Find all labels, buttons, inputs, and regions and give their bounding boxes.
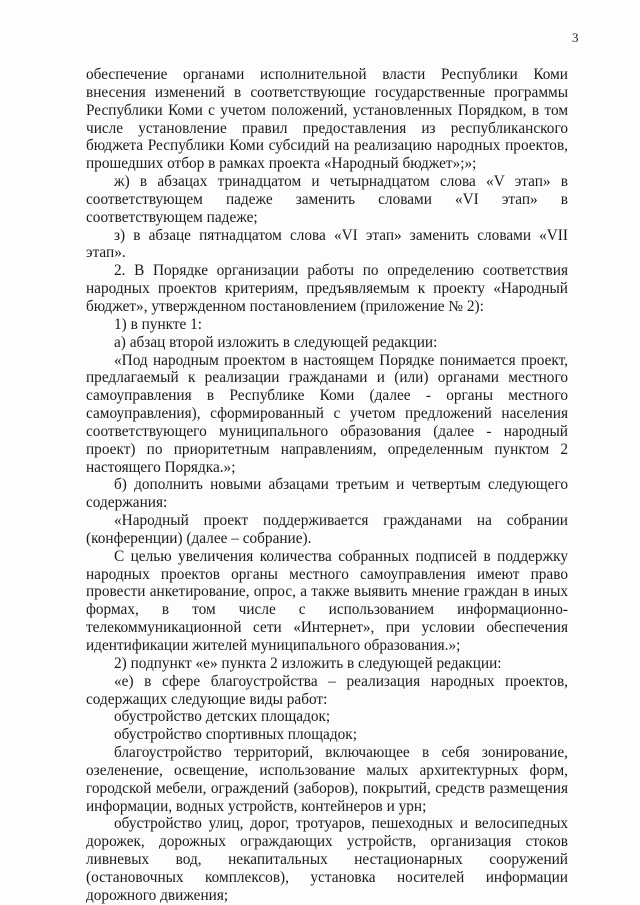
paragraph: «Под народным проектом в настоящем Порядке понимается проект, предлагаемый к реализации гражданами и (или) органами местного самоуправления в Республике Коми (далее - органы местного самоуправления), сформированный с учетом предложений населения соответствующего муниципального образования (далее - народный проект) по приоритетным направлениям, определенным пунктом 2 настоящего Порядка.»; <box>86 351 568 476</box>
paragraph: обустройство спортивных площадок; <box>114 726 357 744</box>
paragraph: С целью увеличения количества собранных подписей в поддержку народных проектов органы местного самоуправления имеют право провести анкетирование, опрос, а также выявить мнение граждан в иных формах, в том числе с использованием информационно-телекоммуникационной сети «Интернет», при условии обеспечения идентификации жителей муниципального образования.»; <box>86 547 568 654</box>
paragraph: обустройство улиц, дорог, тротуаров, пешеходных и велосипедных дорожек, дорожных ограждающих устройств, организация стоков ливневых вод, некапитальных нестационарных сооружений (остановочных комплексов), установка носителей информации дорожного движения; <box>86 815 568 904</box>
paragraph: обеспечение органами исполнительной власти Республики Коми внесения изменений в соответствующие государственные программы Республики Коми с учетом положений, установленных Порядком, в том числе установление правил предоставления из республиканского бюджета Республики Коми субсидий на реализацию народных проектов, прошедших отбор в рамках проекта «Народный бюджет»;»; <box>86 66 568 173</box>
paragraph: 1) в пункте 1: <box>114 315 203 333</box>
body-text <box>86 66 568 905</box>
paragraph: з) в абзаце пятнадцатом слова «VI этап» заменить словами «VII этап». <box>86 226 568 262</box>
paragraph: «Народный проект поддерживается гражданами на собрании (конференции) (далее – собрание). <box>86 512 568 547</box>
paragraph: ж) в абзацах тринадцатом и четырнадцатом слова «V этап» в соответствующем падеже заменить словами «VI этап» в соответствующем падеже; <box>86 173 568 226</box>
paragraph: обустройство детских площадок; <box>114 708 331 726</box>
paragraph: 2. В Порядке организации работы по определению соответствия народных проектов критериям, предъявляемым к проекту «Народный бюджет», утвержденном постановлением (приложение № 2): <box>86 262 568 315</box>
paragraph: благоустройство территорий, включающее в себя зонирование, озеленение, освещение, использование малых архитектурных форм, городской мебели, ограждений (заборов), покрытий, средств размещения информации, водных устройств, контейнеров и урн; <box>86 744 568 815</box>
page-number: 3 <box>572 30 579 45</box>
paragraph: б) дополнить новыми абзацами третьим и четвертым следующего содержания: <box>86 476 568 512</box>
paragraph: «е) в сфере благоустройства – реализация народных проектов, содержащих следующие виды работ: <box>86 672 568 708</box>
paragraph: 2) подпункт «е» пункта 2 изложить в следующей редакции: <box>114 654 502 672</box>
paragraph: а) абзац второй изложить в следующей редакции: <box>114 333 438 351</box>
